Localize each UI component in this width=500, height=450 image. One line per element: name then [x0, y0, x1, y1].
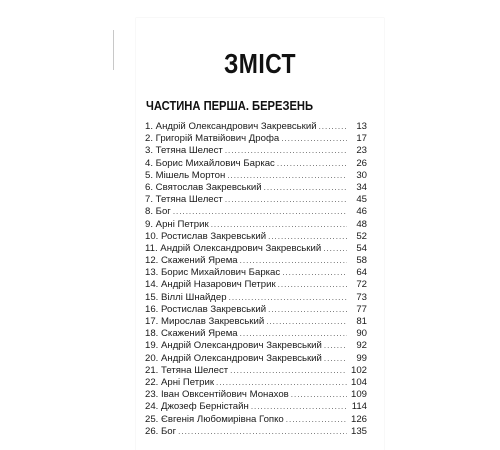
toc-dot-leader: [268, 231, 347, 243]
toc-entry-title: 23. Іван Овксентійович Монахов: [145, 389, 289, 401]
toc-entry: [145, 389, 367, 401]
toc-entry-title: 8. Бог: [145, 206, 171, 218]
toc-dot-leader: [225, 194, 347, 206]
toc-entry-page: 92: [356, 340, 367, 352]
toc-entry-page: 90: [356, 328, 367, 340]
toc-entry-page: 13: [356, 121, 367, 132]
toc-dot-leader: [324, 353, 347, 365]
toc-dot-leader: [211, 219, 347, 231]
toc-dot-leader: [291, 389, 347, 401]
toc-entry-title: 12. Скажений Ярема: [145, 255, 238, 267]
toc-entry-title: 7. Тетяна Шелест: [145, 194, 223, 206]
toc-dot-leader: [277, 158, 347, 170]
page-edge-mark: [113, 30, 122, 70]
toc-entry-page: 114: [351, 401, 367, 413]
toc-entry: [145, 353, 367, 365]
toc-entry-page: 126: [350, 413, 367, 425]
toc-dot-leader: [229, 292, 347, 304]
toc-entry: [145, 145, 367, 157]
toc-entry-page: 72: [356, 279, 367, 291]
toc-dot-leader: [282, 267, 347, 279]
toc-entry-title: 24. Джозеф Берністайн: [145, 401, 249, 413]
toc-entry: [145, 340, 367, 352]
toc-dot-leader: [266, 316, 347, 328]
toc-entry: [145, 304, 367, 316]
toc-entry: [145, 243, 367, 255]
toc-entry-page: 104: [350, 376, 367, 388]
toc-entry: [145, 328, 367, 340]
toc-entry-title: 5. Мішель Мортон: [145, 169, 226, 181]
toc-entry-page: 30: [356, 169, 367, 181]
table-of-contents: [145, 121, 367, 438]
toc-dot-leader: [227, 170, 347, 182]
book-page: [136, 18, 384, 450]
toc-dot-leader: [264, 182, 347, 194]
toc-entry-title: 17. Мирослав Закревський: [145, 316, 265, 327]
toc-dot-leader: [286, 414, 347, 426]
toc-entry-title: 15. Віллі Шнайдер: [145, 291, 227, 303]
toc-entry-page: 45: [356, 194, 367, 206]
toc-entry-title: 10. Ростислав Закревський: [145, 230, 267, 242]
toc-entry-title: 22. Арні Петрик: [145, 376, 215, 388]
toc-entry-page: 77: [356, 303, 367, 315]
toc-entry-title: 18. Скажений Ярема: [145, 328, 238, 340]
toc-entry: [145, 182, 367, 194]
toc-entry: [145, 279, 367, 291]
toc-dot-leader: [251, 401, 347, 413]
toc-entry-title: 2. Григорій Матвійович Дрофа: [145, 133, 280, 145]
toc-entry-title: 9. Арні Петрик: [145, 218, 209, 230]
toc-dot-leader: [216, 377, 347, 389]
toc-entry: [145, 267, 367, 279]
toc-entry-page: 58: [356, 255, 367, 267]
toc-entry: [145, 401, 367, 413]
toc-dot-leader: [240, 255, 347, 267]
toc-entry: [145, 121, 367, 133]
toc-entry-title: 6. Святослав Закревський: [145, 181, 262, 193]
toc-entry: [145, 206, 367, 218]
toc-entry-title: 25. Євгенія Любомирівна Гопко: [145, 413, 284, 425]
toc-entry: [145, 316, 367, 328]
toc-entry-page: 73: [356, 291, 367, 303]
toc-entry-title: 16. Ростислав Закревський: [145, 303, 267, 315]
toc-entry-title: 4. Борис Михайлович Баркас: [145, 157, 275, 169]
toc-entry: [145, 365, 367, 377]
toc-dot-leader: [323, 243, 347, 255]
toc-dot-leader: [225, 145, 347, 157]
toc-entry-title: 20. Андрій Олександрович Закревський: [145, 352, 322, 364]
page-title: ЗМІСТ: [224, 48, 296, 79]
toc-entry: [145, 255, 367, 267]
toc-entry-page: 48: [356, 218, 367, 230]
toc-entry-title: 11. Андрій Олександрович Закревський: [145, 242, 322, 254]
toc-entry: [145, 426, 367, 438]
toc-dot-leader: [319, 121, 347, 133]
toc-entry-page: 17: [356, 133, 367, 145]
toc-entry: [145, 133, 367, 145]
toc-entry-page: 54: [356, 242, 367, 254]
toc-entry-page: 102: [350, 364, 367, 376]
toc-entry-title: 21. Тетяна Шелест: [145, 364, 229, 376]
toc-entry: [145, 231, 367, 243]
toc-entry-title: 26. Бог: [145, 425, 177, 437]
toc-entry-title: 1. Андрій Олександрович Закревський: [145, 121, 317, 132]
toc-entry-title: 14. Андрій Назарович Петрик: [145, 279, 276, 291]
toc-entry-page: 109: [350, 389, 367, 401]
toc-entry-page: 52: [356, 230, 367, 242]
toc-entry: [145, 377, 367, 389]
toc-entry-page: 64: [356, 267, 367, 279]
toc-dot-leader: [173, 206, 347, 218]
toc-dot-leader: [178, 426, 347, 438]
toc-entry-title: 19. Андрій Олександрович Закревський: [145, 340, 322, 352]
toc-dot-leader: [268, 304, 347, 316]
toc-entry-page: 34: [356, 181, 367, 193]
toc-entry-page: 99: [356, 352, 367, 364]
toc-dot-leader: [230, 365, 347, 377]
toc-entry-title: 3. Тетяна Шелест: [145, 145, 223, 157]
toc-entry: [145, 194, 367, 206]
toc-entry: [145, 219, 367, 231]
toc-dot-leader: [281, 133, 347, 145]
toc-entry-page: 46: [356, 206, 367, 218]
toc-entry: [145, 158, 367, 170]
toc-entry-title: 13. Борис Михайлович Баркас: [145, 267, 281, 279]
toc-dot-leader: [324, 340, 347, 352]
toc-entry: [145, 292, 367, 304]
toc-entry-page: 135: [350, 425, 367, 437]
toc-entry-page: 26: [356, 157, 367, 169]
toc-entry: [145, 170, 367, 182]
toc-entry: [145, 414, 367, 426]
toc-entry-page: 81: [356, 316, 367, 327]
toc-entry-page: 23: [356, 145, 367, 157]
part-heading: ЧАСТИНА ПЕРША. БЕРЕЗЕНЬ: [146, 98, 314, 113]
toc-dot-leader: [240, 328, 347, 340]
toc-dot-leader: [278, 279, 347, 291]
